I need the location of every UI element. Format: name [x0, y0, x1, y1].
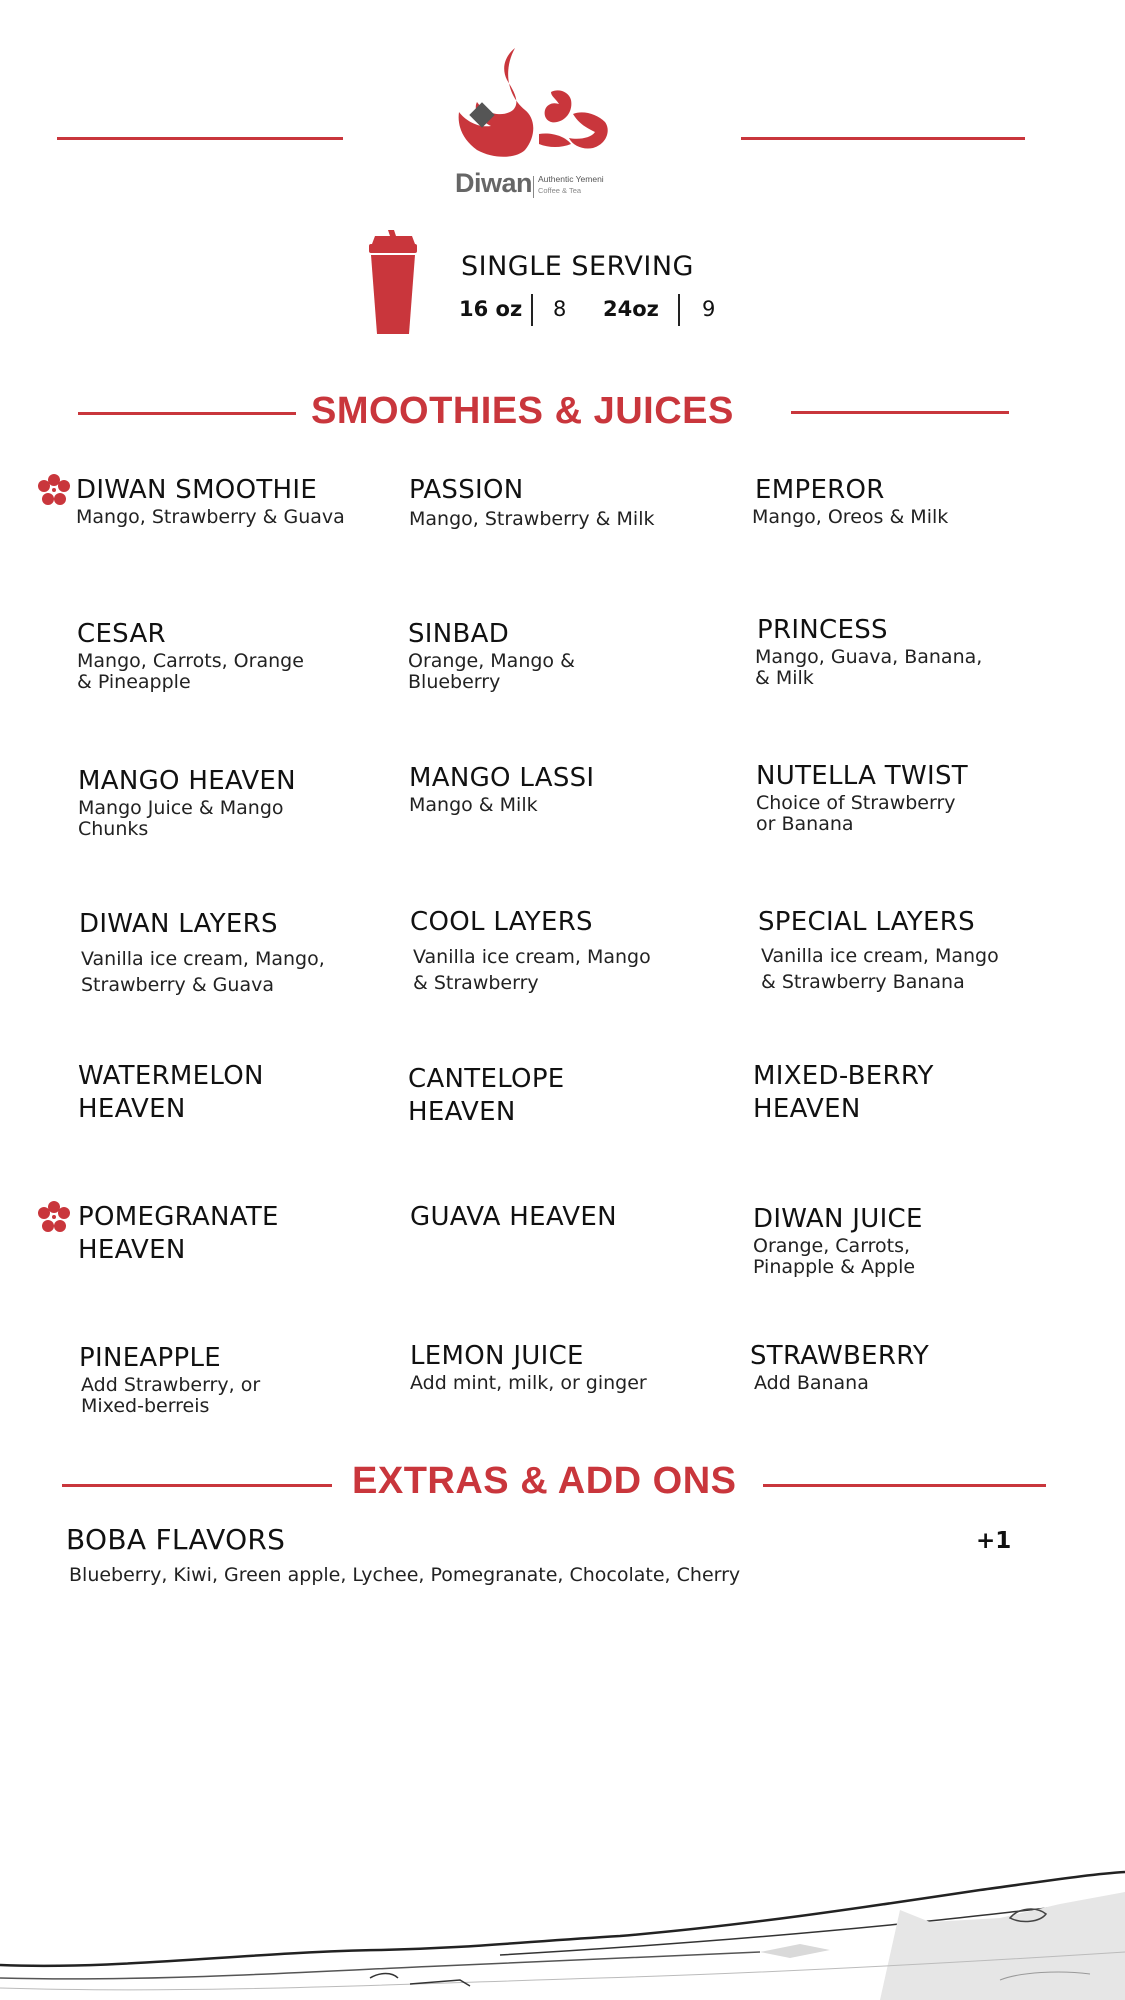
item-description: Mango Juice & Mango	[78, 797, 284, 819]
item-description: Mango, Oreos & Milk	[752, 506, 949, 528]
item-name: MANGO HEAVEN	[78, 766, 296, 796]
item-description: Blueberry	[408, 671, 501, 693]
extras-item-description: Blueberry, Kiwi, Green apple, Lychee, Pomegranate, Chocolate, Cherry	[69, 1564, 741, 1586]
menu-item	[410, 906, 651, 996]
section-title-extras: EXTRAS & ADD ONS	[352, 1460, 737, 1502]
size-divider	[531, 294, 533, 326]
extras-item-name: BOBA FLAVORS	[66, 1523, 286, 1556]
size-label-large: 24oz	[603, 297, 659, 321]
section-rule-left	[62, 1484, 332, 1487]
item-description: or Banana	[756, 813, 854, 835]
section-rule-right	[763, 1484, 1046, 1487]
item-description: & Pineapple	[77, 671, 191, 693]
item-description: Vanilla ice cream, Mango	[413, 946, 651, 968]
menu-item	[409, 762, 594, 816]
item-name: GUAVA HEAVEN	[410, 1202, 617, 1232]
menu-item	[408, 618, 575, 693]
item-name: SINBAD	[408, 619, 510, 649]
item-description: Add mint, milk, or ginger	[410, 1372, 647, 1394]
cup-icon	[366, 230, 420, 334]
item-description: Mango, Strawberry & Milk	[409, 508, 655, 530]
section-rule-left	[78, 412, 296, 415]
item-name: EMPEROR	[755, 475, 885, 505]
menu-item	[750, 1340, 929, 1394]
item-description: Strawberry & Guava	[81, 974, 274, 996]
item-name: HEAVEN	[753, 1094, 861, 1124]
menu-item	[77, 618, 304, 693]
item-name: MIXED-BERRY	[753, 1061, 934, 1091]
menu-item	[409, 474, 654, 530]
item-name: CANTELOPE	[408, 1064, 565, 1094]
menu-item	[757, 614, 982, 689]
menu-item	[753, 1060, 934, 1126]
item-name: DIWAN LAYERS	[79, 909, 278, 939]
flower-icon	[38, 1201, 70, 1233]
size-label-small: 16 oz	[459, 297, 523, 321]
landscape-sketch-icon	[0, 1860, 1125, 2000]
flower-icon	[38, 474, 70, 506]
menu-item	[756, 760, 968, 835]
item-name: LEMON JUICE	[410, 1341, 584, 1371]
item-name: SPECIAL LAYERS	[758, 907, 975, 937]
menu-item	[758, 906, 999, 995]
size-price-small: 8	[553, 297, 567, 321]
item-name: PRINCESS	[757, 615, 888, 645]
item-name: HEAVEN	[408, 1097, 516, 1127]
size-price-large: 9	[702, 297, 716, 321]
menu-item	[410, 1340, 647, 1394]
item-name: DIWAN SMOOTHIE	[76, 475, 318, 505]
item-description: Add Banana	[754, 1372, 869, 1394]
menu-item	[78, 765, 296, 840]
item-name: COOL LAYERS	[410, 907, 593, 937]
item-description: Orange, Mango &	[408, 650, 575, 672]
item-description: Orange, Carrots,	[753, 1235, 911, 1257]
item-name: NUTELLA TWIST	[756, 761, 968, 791]
item-description: Vanilla ice cream, Mango	[761, 945, 999, 967]
menu-item	[410, 1201, 617, 1234]
brand-logo	[455, 40, 615, 210]
brand-divider	[533, 176, 534, 198]
logo-calligraphy-icon	[455, 40, 615, 168]
item-description: Add Strawberry, or	[81, 1374, 261, 1396]
item-name: PINEAPPLE	[79, 1343, 221, 1373]
item-name: MANGO LASSI	[409, 763, 595, 793]
item-description: & Strawberry	[413, 972, 539, 994]
item-description: Chunks	[78, 818, 149, 840]
item-description: Vanilla ice cream, Mango,	[81, 948, 325, 970]
size-divider	[678, 294, 680, 326]
header-rule-left	[57, 137, 343, 140]
menu-item	[76, 474, 345, 528]
brand-name: Diwan	[455, 168, 533, 198]
item-description: & Milk	[755, 667, 814, 689]
section-title-smoothies: SMOOTHIES & JUICES	[311, 390, 734, 432]
menu-item	[408, 1063, 565, 1129]
extras-item-price: +1	[976, 1528, 1012, 1554]
brand-subtagline: Coffee & Tea	[538, 186, 582, 195]
item-description: & Strawberry Banana	[761, 971, 965, 993]
item-description: Mango, Guava, Banana,	[755, 646, 983, 668]
menu-item	[78, 1201, 279, 1267]
header-rule-right	[741, 137, 1025, 140]
menu-item	[78, 1060, 264, 1126]
item-description: Mango & Milk	[409, 794, 538, 816]
item-description: Mixed-berreis	[81, 1395, 210, 1417]
item-name: STRAWBERRY	[750, 1341, 930, 1371]
menu-item	[79, 1342, 260, 1417]
brand-tagline: Authentic Yemeni	[538, 174, 604, 184]
item-description: Mango, Strawberry & Guava	[76, 506, 345, 528]
item-description: Pinapple & Apple	[753, 1256, 916, 1278]
serving-title: SINGLE SERVING	[461, 251, 694, 282]
item-description: Choice of Strawberry	[756, 792, 956, 814]
menu-item	[79, 908, 325, 998]
item-name: HEAVEN	[78, 1235, 186, 1265]
item-description: Mango, Carrots, Orange	[77, 650, 304, 672]
menu-item	[753, 1203, 923, 1278]
item-name: CESAR	[77, 619, 166, 649]
item-name: PASSION	[409, 475, 524, 505]
item-name: HEAVEN	[78, 1094, 186, 1124]
item-name: POMEGRANATE	[78, 1202, 279, 1232]
menu-item	[752, 474, 949, 528]
item-name: DIWAN JUICE	[753, 1204, 923, 1234]
section-rule-right	[791, 411, 1009, 414]
item-name: WATERMELON	[78, 1061, 264, 1091]
